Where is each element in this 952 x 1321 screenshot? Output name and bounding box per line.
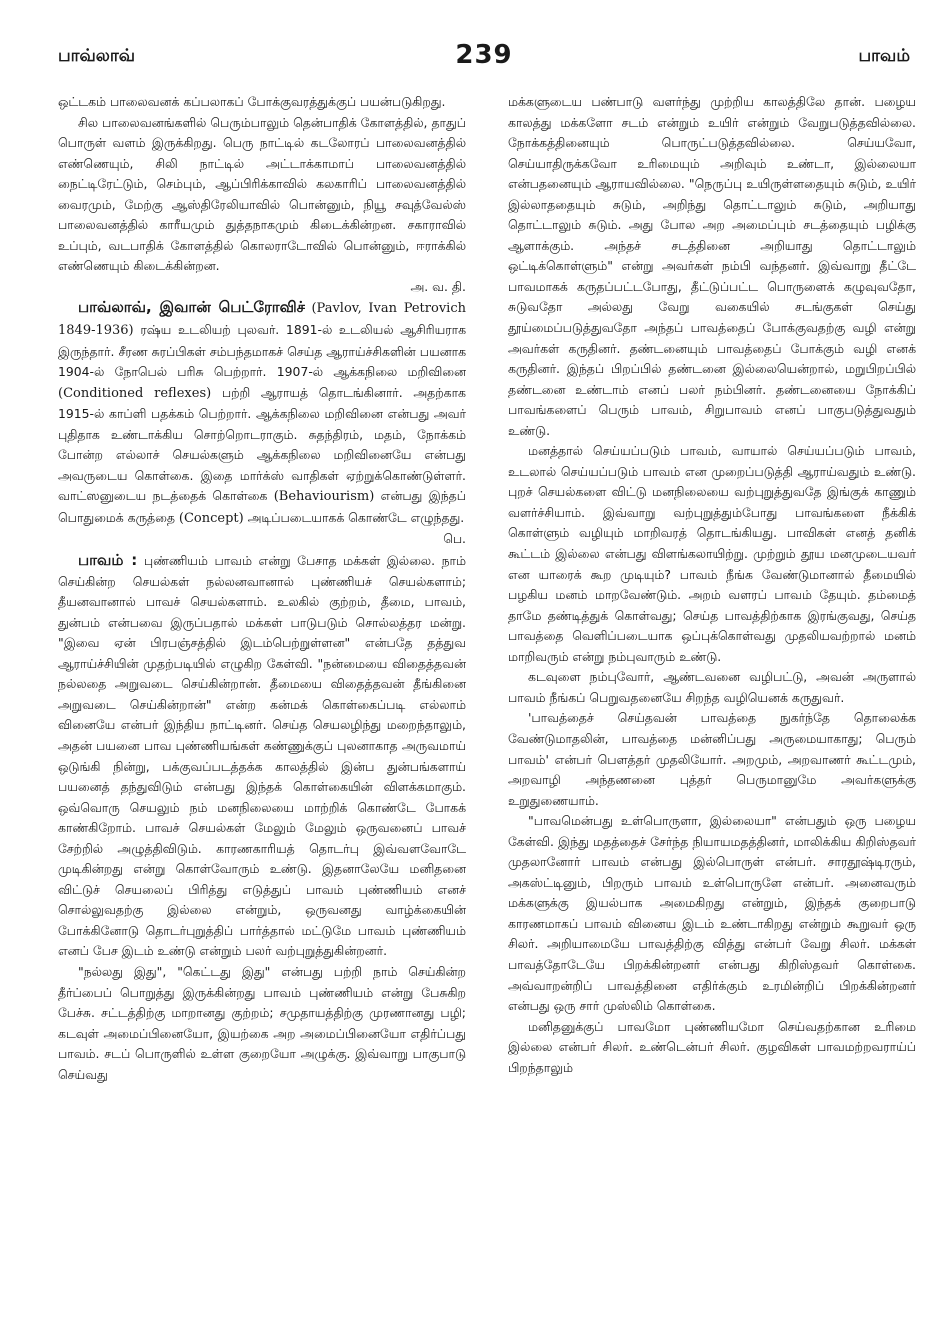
paragraph: "நல்லது இது", "கெட்டது இது" என்பது பற்றி நாம் செய்கின்ற தீர்ப்பைப் பொறுத்து இருக்கின்றது பாவம் புண்ணியம் என்று பேசுகிற பேச்சு. சட்டத்திற்கு மாறானது குற்றம்; சமுதாயத்திற்கு முரணானது பழி; கடவுள் அமைப்பினையோ, இயற்கை அற அமைப்பினையோ எதிர்ப்பது பாவம். சடப் பொருளில் உள்ள குறையோ அழுக்கு. இவ்வாறு பாகுபாடு செய்வது: [58, 963, 466, 1082]
author-signature: பெ.: [443, 531, 466, 547]
left-column: [58, 92, 466, 1292]
entry-text: என்பது இந்தப் பொதுமைக் கருத்தை: [58, 488, 466, 525]
entry-text: அடிப்படையாகக் கொண்டே எழுந்தது.: [247, 509, 465, 525]
entry-latin-name: (Pavlov, Ivan Petrovich 1849-1936): [58, 301, 466, 339]
paragraph: மனிதனுக்குப் பாவமோ புண்ணியமோ செய்வதற்கான உரிமை இல்லை என்பர் சிலர். உண்டென்பர் சிலர். குழவிகள் பாவமற்றவராய்ப் பிறந்தாலும்: [508, 1018, 916, 1075]
entry-text: பற்றி ஆராயத் தொடங்கினார். அதற்காக 1915-ல் காப்ளி பதக்கம் பெற்றார். ஆக்கநிலை மறிவினை என்பது அவர் புதிதாக உண்டாக்கிய சொற்றொடராகும். சுதந்திரம், மதம், நோக்கம் போன்ற எல்லாச் செயல்களும் ஆக்கநிலை மறிவினையே என்பது அவருடைய கொள்கை. இதை மார்க்ஸ் வாதிகள் ஏற்றுக்கொண்டுள்ளர். வாட்ஸனுடைய நடத்தைக் கொள்கை: [58, 384, 466, 504]
paragraph: 'பாவத்தைச் செய்தவன் பாவத்தை நுகர்ந்தே தொலைக்க வேண்டுமாதலின், பாவத்தை மன்னிப்பது அருமையாகாது; பெரும் பாவம்' என்பர் பௌத்தர் முதலியோர். அறமும், அறவாணர் கூட்டமும், அறவாழி அந்தணனை புத்தர் பெருமானுமே அவர்களுக்கு உறுதுணையாம்.: [508, 710, 916, 808]
term-english: (Concept): [178, 510, 244, 526]
paragraph: மனத்தால் செய்யப்படும் பாவம், வாயால் செய்யப்படும் பாவம், உடலால் செய்யப்படும் பாவம் என முறைப்படுத்தி ஆராய்வதும் உண்டு. புறச் செயல்களை விட்டு மனநிலையை வற்புறுத்துவதே இங்குக் காணும் வளர்ச்சியாம். இவ்வாறு வற்புறுத்தும்போது பாவங்களை நீக்கிக் கொள்ளும் வழியும் மாறிவரத் தொடங்கியது. பாவிகள் எனத் தனிக் கூட்டம் இல்லை என்பது விளங்கலாயிற்று. முற்றும் தூய மனமுடையவர் என யாரைக் கூற முடியும்? பாவம் நீங்க வேண்டுமானால் தீமையில் பழகிய மனம் மாறவேண்டும். அறம் வளரப் பாவம் தேயும். தம்மைத் தாமே தண்டித்துக் கொள்வது; செய்த பாவத்திற்காக இரங்குவது, செய்த பாவத்தை வெளிப்படையாக ஒப்புக்கொள்வது முதலியவற்றால் மனம் மாறிவரும் என்று நம்புவாரும் உண்டு.: [508, 443, 916, 664]
entry-heading: பாவ்லாவ், இவான் பெட்ரோவிச்: [78, 298, 305, 317]
paragraph: "பாவமென்பது உள்பொருளா, இல்லையா" என்பதும் ஒரு பழைய கேள்வி. இந்து மதத்தைச் சேர்ந்த நியாயமதத்தினர், மாலிக்கிய கிறிஸ்தவர் முதலானோர் பாவம் என்பது இல்பொருள் என்பர். சாரதூஷ்டிரரும், அகஸ்ட்டினும், பிறரும் பாவம் உள்பொருளே என்பர். அனைவரும் மக்களுக்கு இயல்பாக அமைகிறது என்றும், இந்தக் குறைபாடு காரணமாகப் பாவம் வினைய இடம் உண்டாகிறது என்றும் கூறுவர் ஒரு சிலர். அறியாமையே பாவத்திற்கு வித்து என்பர் வேறு சிலர். மக்கள் பாவத்தோடேயே பிறக்கின்றனர் என்பது கிறிஸ்தவர் கொள்கை. அவ்வாறன்றிப் பாவத்தினை எதிர்க்கும் உரமின்றிப் பிறக்கின்றனர் என்பது ஒரு சார் முஸ்லிம் கொள்கை.: [508, 813, 916, 1014]
paragraph: கடவுளை நம்புவோர், ஆண்டவனை வழிபட்டு, அவன் அருளால் பாவம் நீங்கப் பெறுவதனையே சிறந்த வழியெனக் கருதுவர்.: [508, 669, 916, 705]
entry-pavlov: [58, 297, 466, 550]
author-signature: அ. வ. தி.: [410, 278, 466, 294]
running-head-right: பாவம்: [858, 46, 910, 66]
paragraph: மக்களுடைய பண்பாடு வளர்ந்து முற்றிய காலத்திலே தான். பழைய காலத்து மக்களோ சடம் என்றும் உயிர் என்றும் வேறுபடுத்தவில்லை. நோக்கத்தினையும் பொருட்படுத்தவில்லை. செய்யவோ, செய்யாதிருக்கவோ உரிமையும் அறிவும் உண்டா, இல்லையா என்பதனையும் ஆராயவில்லை. "நெருப்பு உயிருள்ளதையும் சுடும், உயிர் இல்லாததையும் சுடும், அறிந்து தொட்டாலும் சுடும், அறியாது தொட்டாலும் சுடும். அது போல அற அமைப்பும் சடத்தையும் பழிக்கு ஆளாக்கும். அந்தச் சடத்தினை அறியாது தொட்டாலும் ஒட்டிக்கொள்ளும்" என்று அவர்கள் நம்பி வந்தனர். இவ்வாறு தீட்டே பாவமாகக் கருதப்பட்டபோது, தீட்டுப்பட்ட பொருளைக் கழுவுவதோ, சுடுவதோ அல்லது வேறு வகையில் சடங்குகள் செய்து தூய்மைப்படுத்துவதோ அந்தப் பாவத்தைப் போக்குவதற்கு வழி என்று அவர்கள் கருதினர். தண்டனையும் பாவத்தைப் போக்கும் வழி எனக் கருதினர். இந்தப் பிறப்பில் தண்டனை இல்லையென்றால், மறுபிறப்பில் தண்டனை உண்டாம் எனப் பலர் நம்பினர். தண்டனையை நோக்கிப் பாவங்களைப் பெரும் பாவம், சிறுபாவம் எனப் பாகுபடுத்துவதும் உண்டு.: [508, 94, 916, 438]
entry-heading: பாவம் :: [78, 551, 138, 570]
paragraph-text: சில பாலைவனங்களில் பெரும்பாலும் தென்பாதிக் கோளத்தில், தாதுப் பொருள் வளம் இருக்கிறது. பெரு நாட்டில் கடலோரப் பாலைவனத்தில் எண்ணெயும், சிலி நாட்டில் அட்டாக்காமாப் பாலைவனத்தில் நைட்டிரேட்டும், செம்பும், ஆப்பிரிக்காவில் கலகாரிப் பாலைவனத்தில் வைரமும், மேற்கு ஆஸ்திரேலியாவில் பொன்னும், நியூ சவுத்வேல்ஸ் பாலைவனத்தில் காரீயமும் துத்தநாகமும் கிடைக்கின்றன. சகாராவில் உப்பும், வடபாதிக் கோளத்தில் கொலராடோவில் பொன்னும், ஈராக்கில் எண்ணெயும் கிடைக்கின்றன.: [58, 114, 466, 274]
entry-text: புண்ணியம் பாவம் என்று பேசாத மக்கள் இல்லை. நாம் செய்கின்ற செயல்கள் நல்லனவானால் புண்ணியச் செயல்களாம்; தீயனவானால் பாவச் செயல்களாம். உலகில் குற்றம், தீமை, பாவம், துன்பம் என்பவை இருப்பதால் மக்கள் பாடுபடும் சொல்லத்தர மன்று. "இவை ஏன் பிரபஞ்சத்தில் இடம்பெற்றுள்ளன" என்பதே தத்துவ ஆராய்ச்சியின் முதற்படியில் எழுகிற கேள்வி. "நன்மையை விதைத்தவன் நல்லதை அறுவடை செய்கின்றான். தீமையை விதைத்தவன் தீங்கினை அறுவடை செய்கின்றான்" என்ற கன்மக் கொள்கைப்படி எல்லாம் வினையே என்பர் இந்திய நாட்டினர். செய்த செயலழிந்து மறைந்தாலும், அதன் பயனை பாவ புண்ணியங்கள் கண்ணுக்குப் புலனாகாத அருவமாய் ஒடுங்கி நின்று, பக்குவப்படத்தக்க காலத்தில் இன்ப துன்பங்களாய் பயனைத் தந்துவிடும் என்பது இந்தக் கொள்கையின் விளக்கமாகும். ஒவ்வொரு செயலும் நம் மனநிலையை மாற்றிக் கொண்டே போகக் காண்கிறோம். பாவச் செயல்கள் மேலும் மேலும் ஒருவனைப் பாவச் சேற்றில் அழுத்திவிடும். காரணகாரியத் தொடர்பு இவ்வளவோடே முடிகின்றது என்று கொள்வோரும் உண்டு. இதனாலேயே மனிதனை விட்டுச் செயலைப் பிரித்து எடுத்துப் பாவம் புண்ணியம் எனச் சொல்லுவதற்கு இல்லை என்றும், ஒருவனது வாழ்க்கையின் போக்கினோடு தொடர்புறுத்திப் பார்த்தால் மட்டுமே பாவம் புண்ணியம் எனப் பேச இடம் உண்டு என்றும் பலர் வற்புறுத்துகின்றனர்.: [58, 553, 466, 959]
term-english: (Conditioned reflexes): [58, 385, 212, 401]
paragraph: ஒட்டகம் பாலைவனக் கப்பலாகப் போக்குவரத்துக்குப் பயன்படுகிறது.: [58, 94, 446, 109]
page-header: [58, 40, 910, 76]
entry-text: ரஷ்ய உடலியற் புலவர். 1891-ல் உடலியல் ஆசிரியராக இருந்தார். சீரண சுரப்பிகள் சம்பந்தமாகச் செய்த ஆராய்ச்சிகளின் பயனாக 1904-ல் நோபெல் பரிசு பெற்றார். 1907-ல் ஆக்கநிலை மறிவினை: [58, 322, 466, 380]
running-head-left: பாவ்லாவ்: [58, 46, 136, 66]
entry-paavam: [58, 550, 466, 962]
paragraph: [58, 113, 466, 298]
right-column: [508, 92, 916, 1292]
page-number: 239: [455, 40, 513, 70]
term-english: (Behaviourism): [273, 489, 375, 505]
